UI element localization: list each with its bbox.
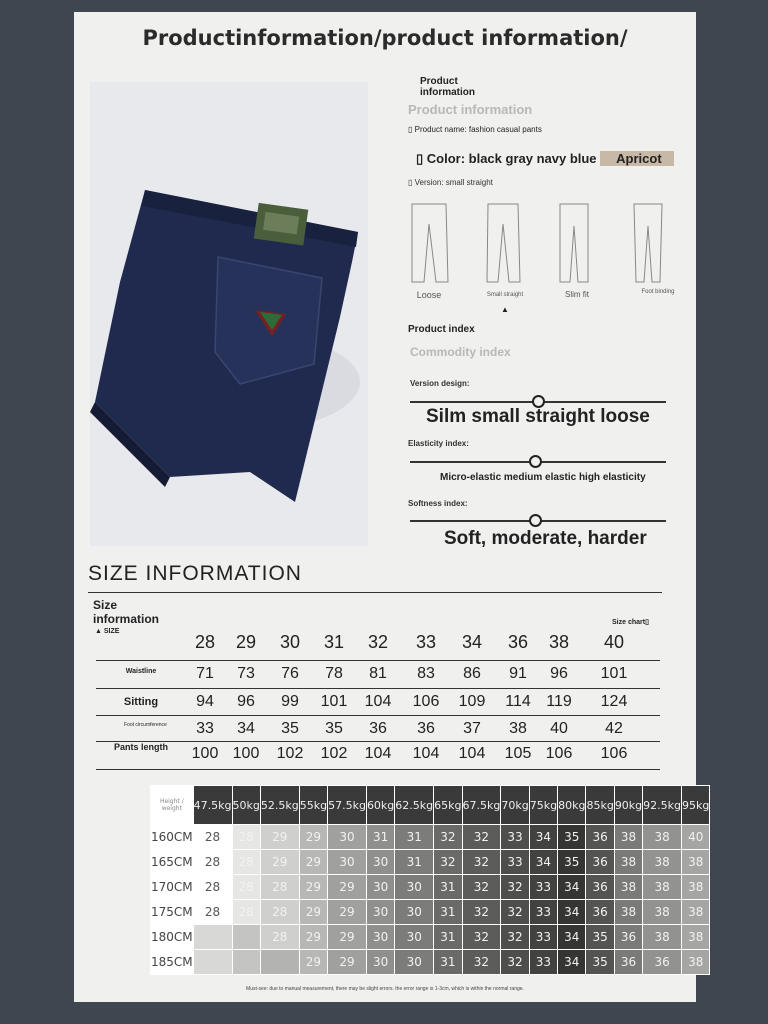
- hw-cell: 32: [462, 900, 501, 925]
- hw-cell: 31: [395, 825, 434, 850]
- hw-cell: [260, 950, 299, 975]
- hw-cell: 35: [586, 950, 614, 975]
- hw-weight-header: 95kg: [682, 786, 710, 825]
- small-straight-pant-outline: [487, 204, 520, 282]
- hw-cell: 38: [643, 825, 682, 850]
- hw-cell: 29: [299, 950, 327, 975]
- hw-cell: 32: [501, 950, 529, 975]
- size-cell: 102: [320, 745, 348, 762]
- size-cell: 101: [600, 665, 628, 682]
- hw-cell: 30: [366, 875, 394, 900]
- hw-cell: 38: [682, 925, 710, 950]
- hw-weight-header: 85kg: [586, 786, 614, 825]
- hw-cell: 36: [614, 925, 642, 950]
- hw-cell: 28: [193, 900, 232, 925]
- size-col-header: 40: [603, 632, 625, 652]
- hw-cell: 38: [643, 925, 682, 950]
- hw-cell: 30: [395, 900, 434, 925]
- fit-foot-binding-label: Foot binding: [641, 289, 675, 295]
- hw-cell: 32: [501, 875, 529, 900]
- size-cell: 106: [600, 745, 628, 762]
- size-col-header: 31: [323, 632, 345, 652]
- size-col-header: 38: [548, 632, 570, 652]
- size-cell: 40: [550, 720, 568, 737]
- foot-binding-pant-outline: [634, 204, 662, 282]
- fit-diagrams: [404, 200, 684, 288]
- size-cell: 96: [550, 665, 568, 682]
- size-row-label: Waistline: [125, 668, 157, 675]
- size-col-header: 36: [507, 632, 529, 652]
- hw-cell: 28: [193, 875, 232, 900]
- size-row-rule: [96, 715, 660, 716]
- size-cell: 91: [509, 665, 527, 682]
- size-cell: 33: [196, 720, 214, 737]
- hw-cell: 36: [586, 850, 614, 875]
- hw-cell: 35: [586, 925, 614, 950]
- hw-cell: 38: [682, 850, 710, 875]
- hw-cell: 28: [232, 875, 260, 900]
- hw-cell: 28: [232, 825, 260, 850]
- size-cell: 109: [458, 693, 486, 710]
- hw-cell: 28: [232, 850, 260, 875]
- elasticity-label: Elasticity index:: [408, 439, 469, 448]
- product-name-line: ▯ Product name: fashion casual pants: [408, 125, 542, 134]
- hw-cell: [193, 925, 232, 950]
- size-cell: 114: [505, 693, 531, 710]
- hw-cell: 34: [558, 900, 586, 925]
- hw-cell: 36: [586, 825, 614, 850]
- hw-weight-header: 67.5kg: [462, 786, 501, 825]
- size-cell: 42: [605, 720, 623, 737]
- size-row-label: Sitting: [123, 696, 159, 708]
- size-info-heading: SIZE INFORMATION: [88, 562, 302, 585]
- hw-weight-header: 57.5kg: [328, 786, 367, 825]
- hw-cell: 28: [193, 825, 232, 850]
- size-row-label: Foot circumference: [124, 722, 167, 728]
- hw-cell: 29: [328, 950, 367, 975]
- product-info-heading: Product information: [420, 76, 475, 98]
- hw-cell: 32: [501, 925, 529, 950]
- hw-cell: 36: [614, 950, 642, 975]
- fit-slim-label: Slim fit: [565, 290, 589, 299]
- hw-cell: 38: [643, 900, 682, 925]
- hw-weight-header: 75kg: [529, 786, 557, 825]
- size-cell: 102: [276, 745, 304, 762]
- hw-cell: 29: [299, 925, 327, 950]
- hw-cell: 29: [328, 925, 367, 950]
- size-cell: 124: [600, 693, 628, 710]
- product-index-heading: Product index: [408, 324, 475, 335]
- size-col-header: 29: [235, 632, 257, 652]
- hw-corner: Height / weight: [151, 786, 194, 825]
- size-cell: 38: [509, 720, 527, 737]
- size-cell: 104: [364, 745, 392, 762]
- size-cell: 96: [237, 693, 255, 710]
- size-cell: 83: [417, 665, 435, 682]
- hw-weight-header: 55kg: [299, 786, 327, 825]
- loose-pant-outline: [412, 204, 448, 282]
- size-cell: 34: [237, 720, 255, 737]
- hw-cell: 30: [366, 925, 394, 950]
- hw-weight-header: 52.5kg: [260, 786, 299, 825]
- size-col-header: 33: [415, 632, 437, 652]
- hw-weight-header: 92.5kg: [643, 786, 682, 825]
- hw-cell: 29: [260, 825, 299, 850]
- size-info-rule: [88, 592, 662, 593]
- color-label: ▯ Color: black gray navy blue: [416, 151, 597, 166]
- hw-cell: 38: [643, 850, 682, 875]
- hw-cell: 32: [501, 900, 529, 925]
- page-title: Productinformation/product information/: [142, 26, 628, 50]
- size-cell: 36: [369, 720, 387, 737]
- hw-weight-header: 80kg: [558, 786, 586, 825]
- size-col-header: 28: [194, 632, 216, 652]
- hw-cell: 31: [434, 925, 462, 950]
- hw-cell: 29: [299, 900, 327, 925]
- hw-height-label: 165CM: [151, 850, 194, 875]
- product-photo: [90, 82, 368, 546]
- hw-weight-header: 50kg: [232, 786, 260, 825]
- size-cell: 104: [412, 745, 440, 762]
- fit-small-straight-label: Small straight: [486, 292, 524, 298]
- hw-weight-header: 90kg: [614, 786, 642, 825]
- size-cell: 104: [364, 693, 392, 710]
- product-info-subheading: Product information: [408, 102, 533, 117]
- size-cell: 119: [546, 693, 572, 710]
- footnote: Must-see: due to manual measurement, there may be slight errors. the error range is 1-3cm, which is within the normal range.: [246, 986, 524, 992]
- hw-cell: 31: [434, 900, 462, 925]
- hw-cell: 30: [366, 900, 394, 925]
- hw-cell: 29: [260, 850, 299, 875]
- size-row-rule: [96, 769, 660, 770]
- hw-cell: 34: [529, 850, 557, 875]
- size-cell: 71: [196, 665, 214, 682]
- size-chart-label: Size chart▯: [612, 619, 649, 626]
- softness-label: Softness index:: [408, 499, 468, 508]
- size-cell: 81: [369, 665, 387, 682]
- hw-cell: 38: [643, 875, 682, 900]
- size-cell: 35: [325, 720, 343, 737]
- size-cell: 100: [232, 745, 260, 762]
- elasticity-text: Micro-elastic medium elastic high elasticity: [440, 472, 646, 483]
- hw-cell: 30: [395, 925, 434, 950]
- hw-weight-header: 60kg: [366, 786, 394, 825]
- hw-cell: 31: [395, 850, 434, 875]
- hw-cell: 36: [586, 900, 614, 925]
- hw-cell: 33: [529, 875, 557, 900]
- size-row-rule: [96, 688, 660, 689]
- hw-cell: 28: [260, 875, 299, 900]
- hw-cell: 30: [366, 950, 394, 975]
- size-col-header: 30: [279, 632, 301, 652]
- hw-cell: 28: [260, 925, 299, 950]
- color-apricot: Apricot: [600, 151, 674, 166]
- hw-cell: 29: [328, 900, 367, 925]
- hw-cell: 34: [558, 950, 586, 975]
- size-marker: ▲ SIZE: [95, 628, 120, 635]
- color-line: [416, 151, 674, 167]
- hw-cell: 38: [682, 875, 710, 900]
- hw-cell: 29: [299, 875, 327, 900]
- size-cell: 104: [458, 745, 486, 762]
- hw-cell: 38: [614, 900, 642, 925]
- hw-cell: 30: [395, 875, 434, 900]
- hw-height-label: 180CM: [151, 925, 194, 950]
- hw-cell: 31: [366, 825, 394, 850]
- hw-cell: 35: [558, 825, 586, 850]
- size-row-rule: [96, 660, 660, 661]
- hw-cell: 30: [328, 850, 367, 875]
- hw-cell: 29: [299, 850, 327, 875]
- size-cell: 76: [281, 665, 299, 682]
- hw-cell: 38: [614, 825, 642, 850]
- hw-cell: 28: [260, 900, 299, 925]
- hw-cell: 30: [395, 950, 434, 975]
- softness-knob: [529, 514, 542, 527]
- hw-height-label: 170CM: [151, 875, 194, 900]
- height-weight-table: [150, 785, 710, 975]
- size-cell: 106: [545, 745, 573, 762]
- hw-cell: 32: [462, 850, 501, 875]
- size-cell: 36: [417, 720, 435, 737]
- version-design-text: Silm small straight loose: [426, 406, 650, 427]
- hw-cell: 33: [529, 950, 557, 975]
- hw-height-label: 185CM: [151, 950, 194, 975]
- hw-cell: 34: [529, 825, 557, 850]
- hw-cell: 32: [462, 825, 501, 850]
- fit-loose-label: Loose: [416, 290, 442, 300]
- hw-cell: 32: [462, 925, 501, 950]
- hw-cell: 33: [501, 825, 529, 850]
- size-info-subheading: Size information: [93, 598, 159, 626]
- size-cell: 78: [325, 665, 343, 682]
- hw-weight-header: 47.5kg: [193, 786, 232, 825]
- product-card: [74, 12, 710, 1002]
- version-design-label: Version design:: [410, 379, 470, 388]
- softness-text: Soft, moderate, harder: [444, 528, 647, 549]
- size-cell: 73: [237, 665, 255, 682]
- commodity-index-subheading: Commodity index: [410, 345, 511, 359]
- hw-cell: 32: [434, 850, 462, 875]
- size-row-rule: [96, 741, 660, 742]
- size-cell: 101: [320, 693, 348, 710]
- hw-cell: [232, 925, 260, 950]
- selected-fit-marker: ▲: [501, 305, 509, 314]
- hw-cell: 29: [328, 875, 367, 900]
- hw-cell: 35: [558, 850, 586, 875]
- hw-cell: [232, 950, 260, 975]
- hw-height-label: 160CM: [151, 825, 194, 850]
- size-cell: 86: [463, 665, 481, 682]
- height-weight-grid: [150, 785, 710, 975]
- hw-cell: 31: [434, 950, 462, 975]
- hw-cell: 33: [529, 900, 557, 925]
- hw-cell: 28: [193, 850, 232, 875]
- hw-cell: 33: [501, 850, 529, 875]
- size-cell: 100: [191, 745, 219, 762]
- hw-weight-header: 65kg: [434, 786, 462, 825]
- size-cell: 37: [463, 720, 481, 737]
- hw-cell: 28: [232, 900, 260, 925]
- hw-cell: 36: [586, 875, 614, 900]
- hw-cell: 30: [366, 850, 394, 875]
- hw-cell: 38: [682, 900, 710, 925]
- hw-cell: 40: [682, 825, 710, 850]
- hw-height-label: 175CM: [151, 900, 194, 925]
- hw-cell: 33: [529, 925, 557, 950]
- hw-cell: 30: [328, 825, 367, 850]
- hw-cell: 38: [614, 875, 642, 900]
- hw-cell: 29: [299, 825, 327, 850]
- hw-cell: 36: [643, 950, 682, 975]
- size-cell: 106: [412, 693, 440, 710]
- size-row-label: Pants length: [113, 742, 168, 752]
- slim-fit-pant-outline: [560, 204, 588, 282]
- elasticity-knob: [529, 455, 542, 468]
- hw-cell: 32: [462, 875, 501, 900]
- hw-cell: 34: [558, 925, 586, 950]
- hw-weight-header: 70kg: [501, 786, 529, 825]
- size-col-header: 32: [367, 632, 389, 652]
- hw-cell: 32: [434, 825, 462, 850]
- version-line: ▯ Version: small straight: [408, 178, 493, 187]
- hw-weight-header: 62.5kg: [395, 786, 434, 825]
- size-cell: 94: [196, 693, 214, 710]
- pants-illustration: [90, 82, 368, 546]
- size-col-header: 34: [461, 632, 483, 652]
- hw-cell: 38: [682, 950, 710, 975]
- size-cell: 99: [281, 693, 299, 710]
- size-cell: 35: [281, 720, 299, 737]
- hw-cell: 31: [434, 875, 462, 900]
- hw-cell: 34: [558, 875, 586, 900]
- hw-cell: 38: [614, 850, 642, 875]
- hw-cell: [193, 950, 232, 975]
- hw-cell: 32: [462, 950, 501, 975]
- size-cell: 105: [504, 745, 532, 762]
